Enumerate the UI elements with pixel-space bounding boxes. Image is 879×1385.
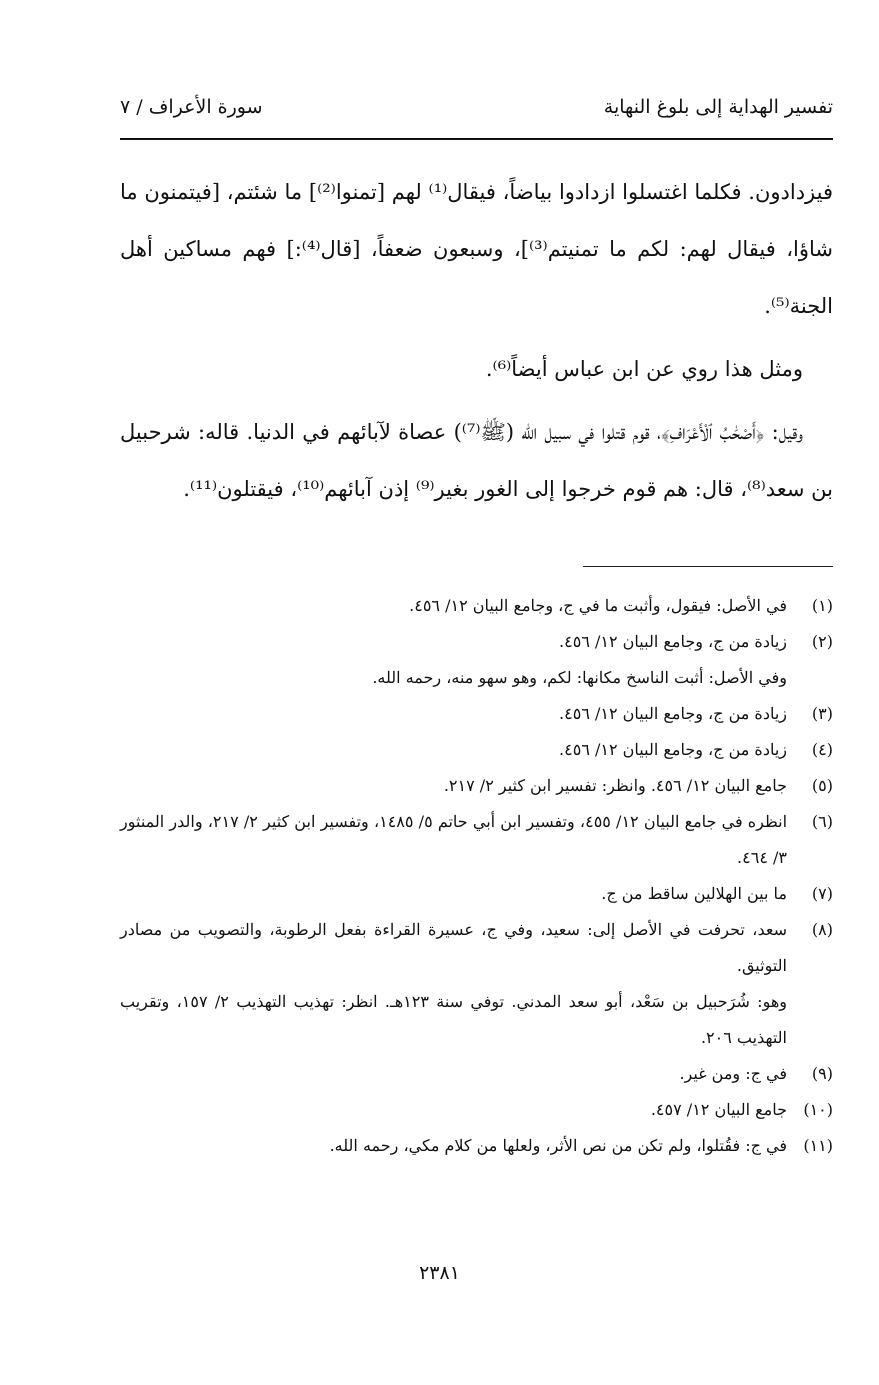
footnote-number: (٢) [811, 632, 833, 651]
footnote-text: زيادة من ج، وجامع البيان ١٢/ ٤٥٦. [559, 740, 787, 759]
footnote-text: جامع البيان ١٢/ ٤٥٦. وانظر: تفسير ابن كثير ٢/ ٢١٧. [443, 776, 787, 795]
footnote-number: (١) [811, 596, 833, 615]
surah-label: سورة الأعراف / ٧ [120, 96, 263, 118]
footnote-text: سعد، تحرفت في الأصل إلى: سعيد، وفي ج، عسيرة القراءة بفعل الرطوبة، والتصويب من مصادر التوثيق. [120, 920, 787, 975]
footnote-number: (٤) [811, 740, 833, 759]
page-number: ٢٣٨١ [419, 1262, 460, 1284]
footnote-text: وهو: شُرَحبيل بن سَعْد، أبو سعد المدني. توفي سنة ١٢٣هـ. انظر: تهذيب التهذيب ٢/ ١٥٧، وتقريب التهذيب ٢٠٦. [120, 992, 788, 1047]
footnote-number: (٦) [811, 812, 833, 831]
footnote-text: زيادة من ج، وجامع البيان ١٢/ ٤٥٦. [559, 704, 787, 723]
footnote-1 [120, 588, 833, 624]
footnote-4 [120, 732, 833, 768]
footnote-number [787, 660, 833, 696]
footnote-number: (٩) [811, 1064, 833, 1083]
footnote-number: (٥) [811, 776, 833, 795]
footnote-number: (١١) [803, 1136, 833, 1155]
footnote-11 [120, 1128, 833, 1164]
footnote-7 [120, 876, 833, 912]
footnotes [120, 588, 833, 1164]
footnote-number [787, 984, 833, 1056]
header-rule [120, 138, 833, 140]
footnote-3 [120, 696, 833, 732]
book-title: تفسير الهداية إلى بلوغ النهاية [603, 96, 833, 118]
footnote-number: (١٠) [803, 1100, 833, 1119]
footnote-text: في الأصل: فيقول، وأثبت ما في ج، وجامع البيان ١٢/ ٤٥٦. [409, 596, 787, 615]
main-text [120, 164, 833, 518]
footnote-10 [120, 1092, 833, 1128]
footnote-2 [120, 624, 833, 660]
footnote-text: جامع البيان ١٢/ ٤٥٧. [650, 1100, 787, 1119]
footnote-number: (٧) [811, 884, 833, 903]
paragraph-1: فيزدادون. فكلما اغتسلوا ازدادوا بياضاً، فيقال⁽¹⁾ لهم [تمنوا⁽²⁾] ما شئتم، [فيتمنون ما شاؤا، فيقال لهم: لكم ما تمنيتم⁽³⁾]، وسبعون ضعفاً، [قال⁽⁴⁾:] فهم مساكين أهل الجنة⁽⁵⁾. [120, 180, 834, 318]
footnote-text: زيادة من ج، وجامع البيان ١٢/ ٤٥٦. [559, 632, 787, 651]
footnote-8 [120, 912, 833, 984]
paragraph-2: ومثل هذا روي عن ابن عباس أيضاً⁽⁶⁾. [485, 357, 803, 381]
footnote-6 [120, 804, 833, 876]
footnote-separator [583, 566, 833, 567]
footnote-5 [120, 768, 833, 804]
footnote-text: في ج: ومن غير. [679, 1064, 787, 1083]
footnote-2-continuation [120, 660, 833, 696]
paragraph-3: وقيل: ﴿أَصْحَٰبُ ٱلْأَعْرَافِ﴾، قوم قتلوا في سبيل الله (ﷺ⁽⁷⁾) عصاة لآبائهم في الدنيا. قاله: شرحبيل بن سعد⁽⁸⁾، قال: هم قوم خرجوا إلى الغور بغير⁽⁹⁾ إذن آبائهم⁽¹⁰⁾، فيقتلون⁽¹¹⁾. [120, 420, 833, 501]
footnote-text: ما بين الهلالين ساقط من ج. [601, 884, 787, 903]
footnote-number: (٨) [811, 920, 833, 939]
running-header [120, 96, 833, 136]
footnote-text: في ج: فقُتلوا، ولم تكن من نص الأثر، ولعلها من كلام مكي، رحمه الله. [329, 1136, 787, 1155]
footnote-number: (٣) [811, 704, 833, 723]
footnote-text: وفي الأصل: أثبت الناسخ مكانها: لكم، وهو سهو منه، رحمه الله. [372, 668, 787, 687]
footnote-8-continuation [120, 984, 833, 1056]
footnote-text: انظره في جامع البيان ١٢/ ٤٥٥، وتفسير ابن أبي حاتم ٥/ ١٤٨٥، وتفسير ابن كثير ٢/ ٢١٧، والدر المنثور ٣/ ٤٦٤. [120, 812, 788, 867]
footnote-9 [120, 1056, 833, 1092]
